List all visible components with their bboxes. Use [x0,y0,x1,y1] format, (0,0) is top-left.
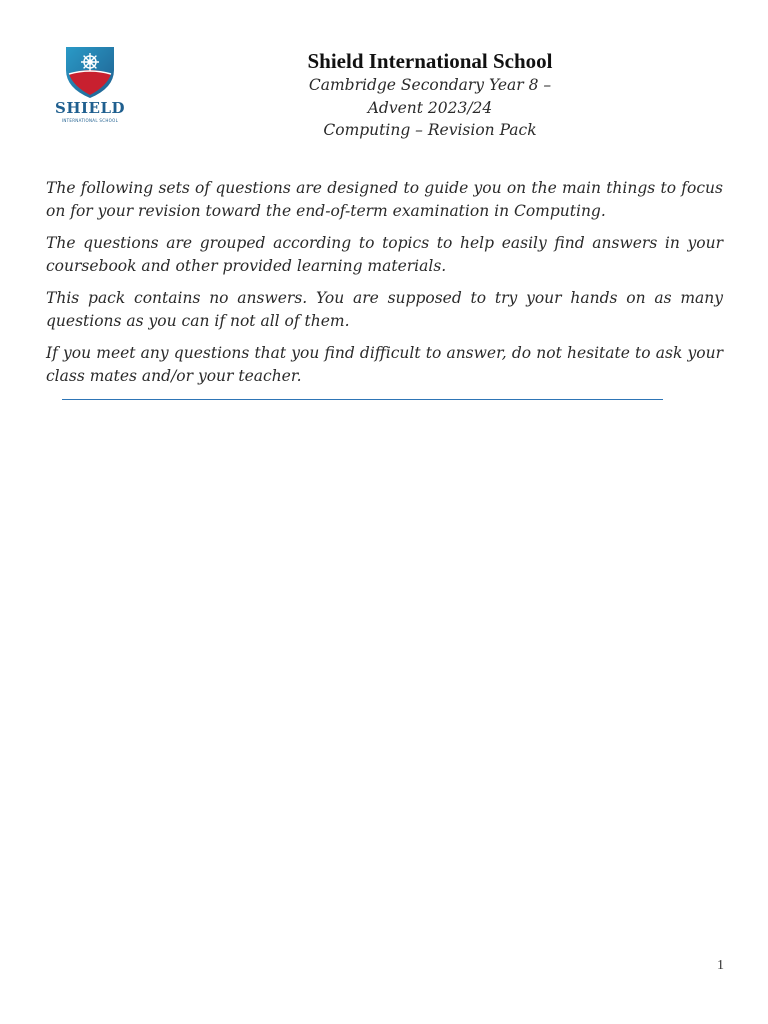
intro-paragraph: This pack contains no answers. You are supposed to try your hands on as many questions as you can if not all of them. [46,289,723,330]
shield-logo-icon [55,44,125,100]
introduction [46,177,723,397]
intro-paragraph: If you meet any questions that you find difficult to answer, do not hesitate to ask your class mates and/or your teacher. [46,344,723,385]
horizontal-divider [62,399,663,400]
ship-wheel-icon [81,53,99,71]
logo-wordmark: SHIELD [55,99,126,117]
term-line: Advent 2023/24 [367,98,493,117]
logo-tagline: INTERNATIONAL SCHOOL [61,118,119,123]
document-header [260,48,600,142]
intro-paragraph: The following sets of questions are designed to guide you on the main things to focus on for your revision toward the end-of-term examination in Computing. [46,179,723,220]
school-name: Shield International School [307,49,553,73]
school-logo [55,44,125,128]
intro-paragraph: The questions are grouped according to topics to help easily find answers in your coursebook and other provided learning materials. [46,234,723,275]
course-line: Cambridge Secondary Year 8 – [308,76,552,94]
page-number: 1 [717,958,724,973]
pack-title: Computing – Revision Pack [323,121,537,139]
